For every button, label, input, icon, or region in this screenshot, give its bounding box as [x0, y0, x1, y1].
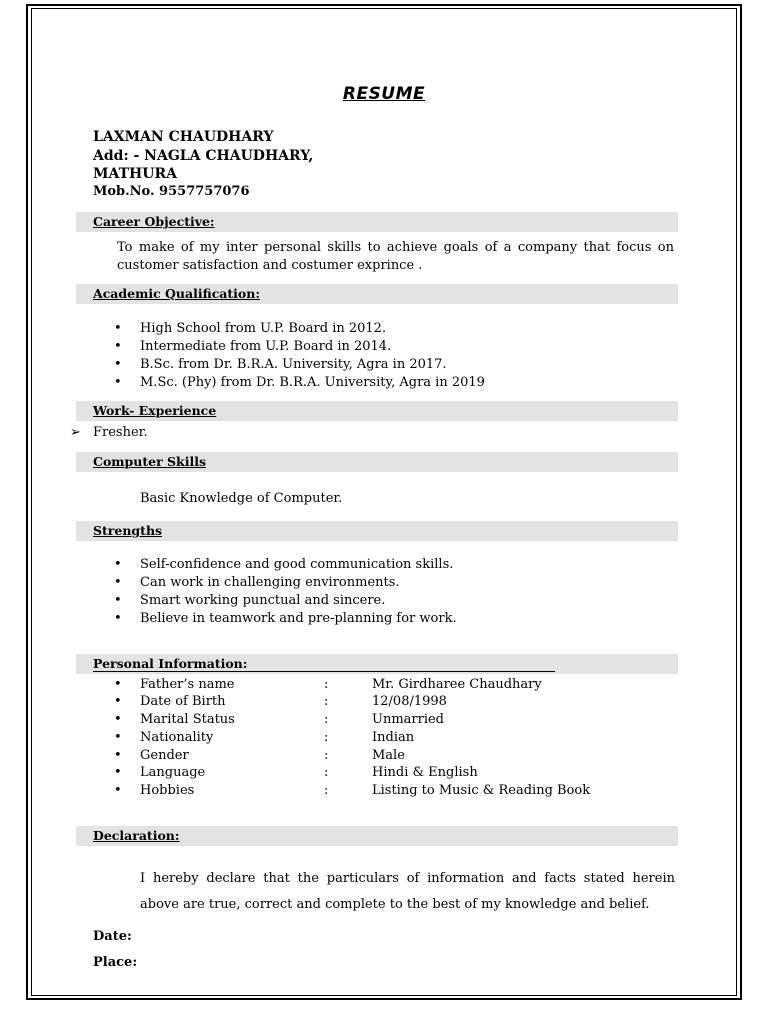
work-experience-heading-text: Work- Experience	[93, 403, 217, 418]
bullet-icon: •	[114, 730, 122, 745]
bullet-icon: •	[114, 575, 122, 590]
pi-value: Hindi & English	[372, 765, 478, 780]
work-experience-heading	[76, 401, 678, 421]
list-item: High School from U.P. Board in 2012.	[140, 321, 387, 336]
pi-value: Listing to Music & Reading Book	[372, 783, 591, 798]
place-label: Place:	[93, 955, 138, 970]
pi-label: Date of Birth	[140, 694, 226, 709]
arrow-bullet-icon: ➢	[70, 425, 81, 440]
list-item: M.Sc. (Phy) from Dr. B.R.A. University, Agra in 2019	[140, 375, 485, 390]
list-item: Can work in challenging environments.	[140, 575, 400, 590]
career-objective-text: To make of my inter personal skills to achieve goals of a company that focus on customer satisfaction and costumer exprince .	[117, 240, 674, 273]
pi-value: Indian	[372, 730, 415, 745]
pi-separator: :	[324, 748, 329, 763]
pi-label: Gender	[140, 748, 189, 763]
pi-label: Language	[140, 765, 206, 780]
bullet-icon: •	[114, 339, 122, 354]
personal-info-underline	[93, 671, 555, 672]
pi-separator: :	[324, 765, 329, 780]
academic-heading	[76, 284, 678, 304]
personal-info-heading-text: Personal Information:	[93, 656, 248, 671]
pi-value: Mr. Girdharee Chaudhary	[372, 677, 542, 692]
pi-separator: :	[324, 712, 329, 727]
bullet-icon: •	[114, 783, 122, 798]
list-item: B.Sc. from Dr. B.R.A. University, Agra in 2017.	[140, 357, 447, 372]
list-item: Believe in teamwork and pre-planning for work.	[140, 611, 457, 626]
mobile-number: Mob.No. 9557757076	[93, 184, 250, 199]
bullet-icon: •	[114, 557, 122, 572]
declaration-heading	[76, 826, 678, 846]
pi-separator: :	[324, 783, 329, 798]
bullet-icon: •	[114, 375, 122, 390]
pi-label: Father’s name	[140, 677, 235, 692]
bullet-icon: •	[114, 593, 122, 608]
work-experience-item: Fresher.	[93, 425, 148, 440]
strengths-heading	[76, 521, 678, 541]
bullet-icon: •	[114, 765, 122, 780]
list-item: Smart working punctual and sincere.	[140, 593, 386, 608]
address-line-1: Add: - NAGLA CHAUDHARY,	[93, 148, 314, 164]
bullet-icon: •	[114, 321, 122, 336]
pi-label: Hobbies	[140, 783, 195, 798]
pi-value: 12/08/1998	[372, 694, 447, 709]
bullet-icon: •	[114, 611, 122, 626]
bullet-icon: •	[114, 748, 122, 763]
academic-heading-text: Academic Qualification:	[93, 286, 260, 301]
pi-separator: :	[324, 694, 329, 709]
list-item: Self-confidence and good communication skills.	[140, 557, 454, 572]
pi-label: Nationality	[140, 730, 214, 745]
career-objective-heading-text: Career Objective:	[93, 214, 215, 229]
computer-skills-heading	[76, 452, 678, 472]
address-line-2: MATHURA	[93, 166, 177, 182]
bullet-icon: •	[114, 694, 122, 709]
pi-value: Unmarried	[372, 712, 445, 727]
candidate-name: LAXMAN CHAUDHARY	[93, 129, 274, 145]
date-label: Date:	[93, 929, 132, 944]
list-item: Intermediate from U.P. Board in 2014.	[140, 339, 392, 354]
pi-separator: :	[324, 677, 329, 692]
bullet-icon: •	[114, 677, 122, 692]
computer-skills-text: Basic Knowledge of Computer.	[140, 491, 343, 506]
bullet-icon: •	[114, 357, 122, 372]
strengths-heading-text: Strengths	[93, 523, 163, 538]
computer-skills-heading-text: Computer Skills	[93, 454, 206, 469]
pi-separator: :	[324, 730, 329, 745]
bullet-icon: •	[114, 712, 122, 727]
resume-title: RESUME	[342, 84, 426, 104]
declaration-heading-text: Declaration:	[93, 828, 180, 843]
pi-label: Marital Status	[140, 712, 235, 727]
career-objective-heading	[76, 212, 678, 232]
pi-value: Male	[372, 748, 405, 763]
declaration-text: I hereby declare that the particulars of information and facts stated herein above are true, correct and complete to the best of my knowledge and belief.	[140, 871, 675, 912]
